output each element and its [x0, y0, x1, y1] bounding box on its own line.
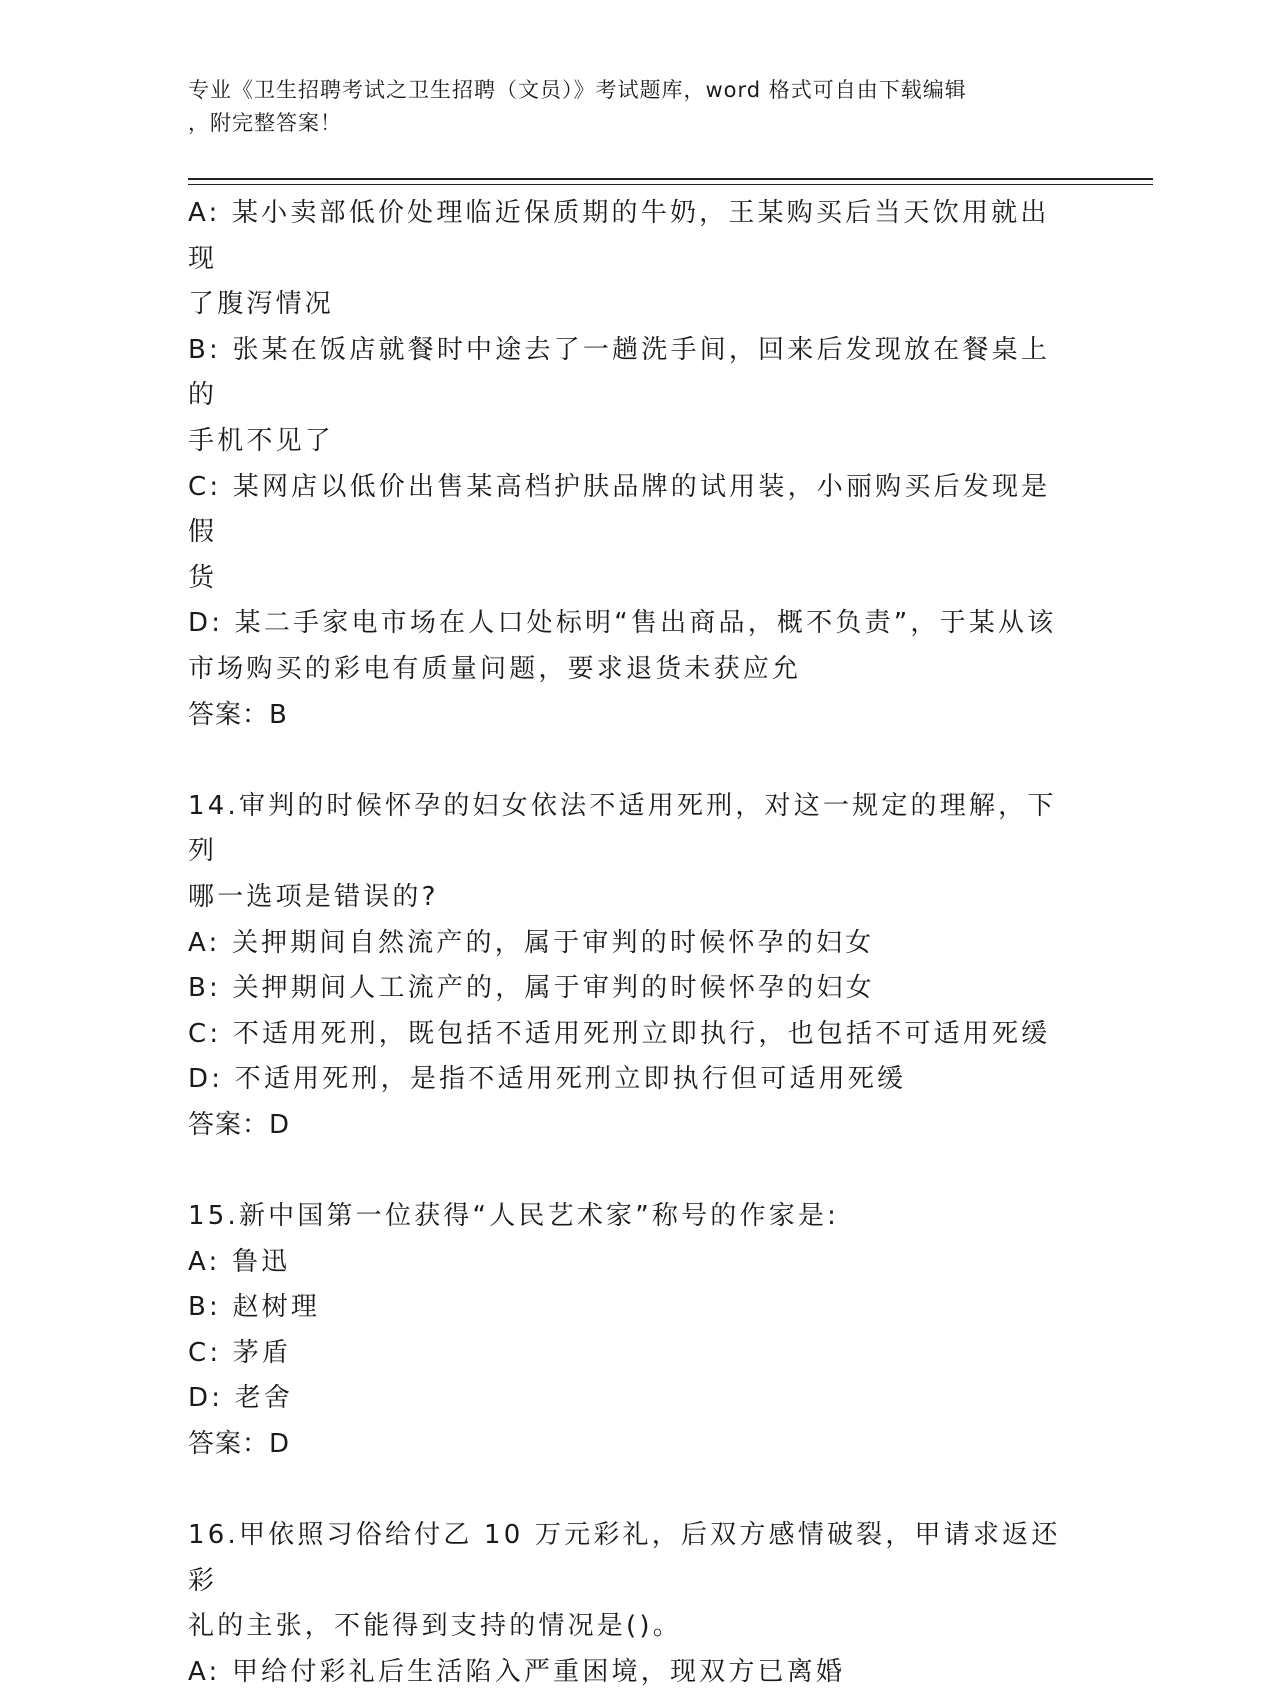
question-stem-line-1: 16.甲依照习俗给付乙 10 万元彩礼，后双方感情破裂，甲请求返还彩	[188, 1520, 1061, 1596]
spacer	[188, 1148, 1078, 1194]
option-b-line-2: 手机不见了	[188, 425, 335, 456]
header-line-2: ，附完整答案！	[188, 111, 342, 135]
header-line-1: 专业《卫生招聘考试之卫生招聘（文员）》考试题库，word 格式可自由下载编辑	[188, 78, 967, 102]
option-a: A: 鲁迅	[188, 1246, 291, 1277]
option-c: C: 不适用死刑，既包括不适用死刑立即执行，也包括不可适用死缓	[188, 1018, 1051, 1049]
question-stem: 15.新中国第一位获得“人民艺术家”称号的作家是:	[188, 1201, 840, 1232]
question-13-options	[188, 191, 1078, 738]
answer-label: 答案：D	[188, 1109, 291, 1140]
option-d: D: 老舍	[188, 1383, 294, 1414]
option-a: A: 甲给付彩礼后生活陷入严重困境，现双方已离婚	[188, 1657, 846, 1687]
document-header	[188, 74, 1088, 140]
question-15	[188, 1194, 1078, 1468]
option-c: C: 茅盾	[188, 1337, 292, 1368]
question-14	[188, 784, 1078, 1149]
option-a: A: 关押期间自然流产的，属于审判的时候怀孕的妇女	[188, 927, 875, 958]
option-d-line-2: 市场购买的彩电有质量问题，要求退货未获应允	[188, 653, 802, 684]
option-b-line-1: B: 张某在饭店就餐时中途去了一趟洗手间，回来后发现放在餐桌上的	[188, 334, 1051, 411]
question-stem-line-2: 哪一选项是错误的?	[188, 881, 439, 912]
header-divider-thick	[188, 178, 1153, 180]
answer-label: 答案：D	[188, 1429, 291, 1460]
header-divider-thin	[188, 184, 1153, 185]
question-stem-line-1: 14.审判的时候怀孕的妇女依法不适用死刑，对这一规定的理解，下列	[188, 790, 1057, 867]
option-a-line-2: 了腹泻情况	[188, 289, 335, 320]
spacer	[188, 738, 1078, 784]
option-a-line-1: A: 某小卖部低价处理临近保质期的牛奶，王某购买后当天饮用就出现	[188, 198, 1050, 274]
spacer	[188, 1468, 1078, 1514]
option-d: D: 不适用死刑，是指不适用死刑立即执行但可适用死缓	[188, 1064, 907, 1095]
option-b: B: 关押期间人工流产的，属于审判的时候怀孕的妇女	[188, 973, 875, 1004]
question-list	[188, 191, 1078, 1696]
question-16	[188, 1513, 1078, 1695]
option-d-line-1: D: 某二手家电市场在人口处标明“售出商品，概不负责”，于某从该	[188, 608, 1057, 639]
answer-label: 答案：B	[188, 699, 288, 730]
option-b: B: 赵树理	[188, 1292, 321, 1323]
option-c-line-2: 货	[188, 562, 218, 593]
question-stem-line-2: 礼的主张，不能得到支持的情况是()。	[188, 1611, 682, 1642]
option-c-line-1: C: 某网店以低价出售某高档护肤品牌的试用装，小丽购买后发现是假	[188, 471, 1051, 548]
